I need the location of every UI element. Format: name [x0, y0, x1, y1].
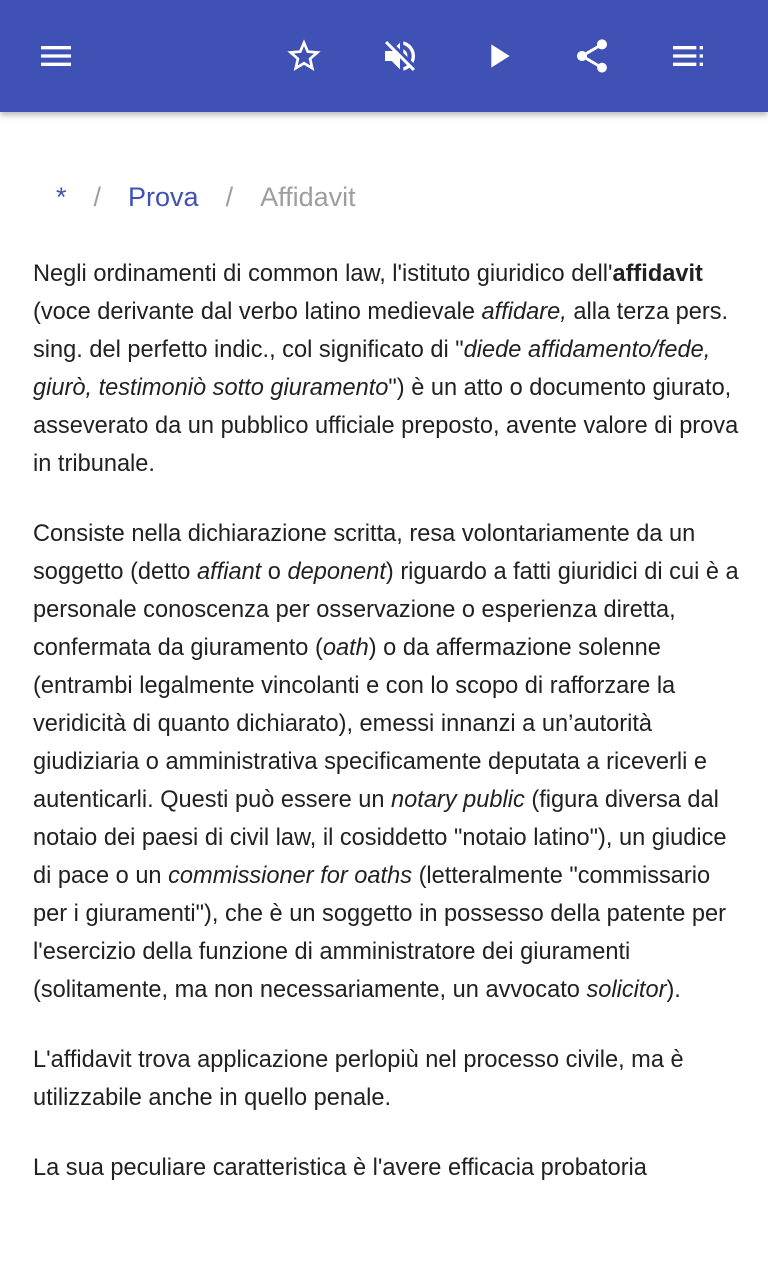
breadcrumb-parent-link[interactable]: Prova — [128, 182, 199, 212]
bold-term: affidavit — [612, 261, 703, 287]
text-run: (voce derivante dal verbo latino medievale — [33, 299, 482, 325]
text-run: o — [261, 559, 288, 585]
italic-term: diede affidamento/fede, giurò, testimoniò sotto giuramento — [33, 337, 711, 401]
share-icon — [572, 36, 612, 76]
star-outline-icon — [284, 36, 324, 76]
text-run: alla terza pers. sing. del perfetto indic., col significato di " — [33, 299, 729, 363]
italic-term: oath — [322, 635, 369, 661]
paragraph-3 — [33, 1041, 739, 1117]
breadcrumb-separator: / — [93, 182, 102, 212]
breadcrumb-current: Affidavit — [260, 182, 356, 212]
paragraph-2 — [33, 515, 739, 1009]
italic-term: deponent — [287, 559, 386, 585]
menu-button[interactable] — [24, 24, 88, 88]
list-icon — [668, 36, 708, 76]
text-run: ). — [666, 977, 681, 1003]
italic-term: solicitor — [586, 977, 667, 1003]
text-run: (letteralmente "commissario per i giuramenti"), che è un soggetto in possesso della patente per l'esercizio della funzione di amministratore dei giuramenti (solitamente, ma non necessariamente, un avvocato — [33, 863, 727, 1003]
italic-term: affidare, — [481, 299, 567, 325]
play-icon — [478, 36, 518, 76]
share-button[interactable] — [560, 24, 624, 88]
breadcrumb-home-link[interactable]: * — [56, 182, 67, 212]
text-run: L'affidavit trova applicazione perlopiù nel processo civile, ma è utilizzabile anche in quello penale. — [33, 1047, 684, 1111]
article-content — [0, 112, 768, 1280]
volume-off-icon — [380, 36, 420, 76]
text-run: ) o da affermazione solenne (entrambi legalmente vincolanti e con lo scopo di rafforzare la veridicità di quanto dichiarato), emessi innanzi a un’autorità giudiziaria o amministrativa specificamente deputata a riceverli e autenticarli. Questi può essere un — [33, 635, 708, 813]
breadcrumb — [56, 182, 356, 213]
menu-icon — [36, 36, 76, 76]
paragraph-4 — [33, 1149, 739, 1187]
mute-button[interactable] — [368, 24, 432, 88]
text-run: Negli ordinamenti di common law, l'istituto giuridico dell' — [33, 261, 613, 287]
text-run: (figura diversa dal notaio dei paesi di civil law, il cosiddetto "notaio latino"), un giudice di pace o un — [33, 787, 727, 889]
italic-term: affiant — [196, 559, 262, 585]
play-button[interactable] — [466, 24, 530, 88]
italic-term: commissioner for oaths — [168, 863, 413, 889]
text-run: ) riguardo a fatti giuridici di cui è a personale conoscenza per osservazione o esperienza diretta, confermata da giuramento ( — [33, 559, 739, 661]
text-run: Consiste nella dichiarazione scritta, resa volontariamente da un soggetto (detto — [33, 521, 696, 585]
breadcrumb-separator: / — [225, 182, 234, 212]
contents-button[interactable] — [656, 24, 720, 88]
text-run: ") è un atto o documento giurato, asseverato da un pubblico ufficiale preposto, avente valore di prova in tribunale. — [33, 375, 739, 477]
italic-term: notary public — [391, 787, 525, 813]
paragraph-1 — [33, 255, 739, 483]
text-run: La sua peculiare caratteristica è l'avere efficacia probatoria — [33, 1155, 647, 1181]
article-body — [33, 255, 739, 1219]
app-toolbar — [0, 0, 768, 112]
favorite-button[interactable] — [272, 24, 336, 88]
